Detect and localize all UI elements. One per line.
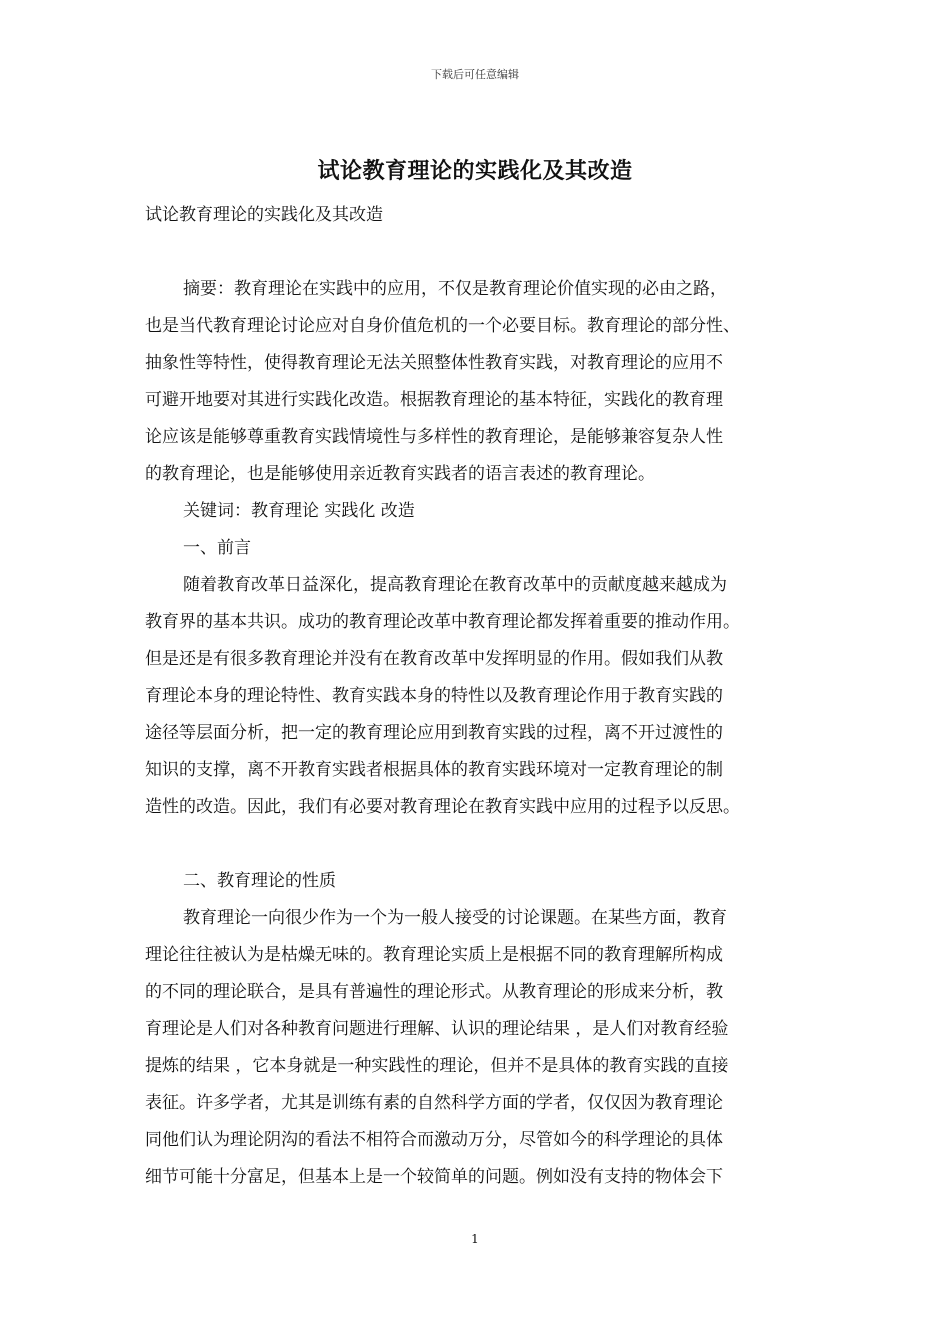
- section-heading: 二、教育理论的性质: [183, 871, 336, 891]
- paragraph-line: 随着教育改革日益深化，提高教育理论在教育改革中的贡献度越来越成为: [183, 575, 727, 595]
- page-header: 下载后可任意编辑: [431, 68, 519, 81]
- abstract-line: 论应该是能够尊重教育实践情境性与多样性的教育理论，是能够兼容复杂人性: [145, 427, 723, 447]
- paragraph-line: 教育理论一向很少作为一个为一般人接受的讨论课题。在某些方面，教育: [183, 908, 727, 928]
- abstract-line: 也是当代教育理论讨论应对自身价值危机的一个必要目标。教育理论的部分性、: [145, 316, 740, 336]
- paragraph-line: 育理论本身的理论特性、教育实践本身的特性以及教育理论作用于教育实践的: [145, 686, 723, 706]
- section-heading: 一、前言: [183, 538, 251, 558]
- paragraph-line: 教育界的基本共识。成功的教育理论改革中教育理论都发挥着重要的推动作用。: [145, 612, 740, 632]
- abstract-line: 摘要：教育理论在实践中的应用，不仅是教育理论价值实现的必由之路，: [183, 279, 727, 299]
- abstract-line: 抽象性等特性，使得教育理论无法关照整体性教育实践，对教育理论的应用不: [145, 353, 723, 373]
- paragraph-line: 同他们认为理论阴沟的看法不相符合而激动万分，尽管如今的科学理论的具体: [145, 1130, 723, 1150]
- paragraph-line: 途径等层面分析，把一定的教育理论应用到教育实践的过程，离不开过渡性的: [145, 723, 723, 743]
- page-number: 1: [471, 1232, 479, 1246]
- document-body: [145, 197, 825, 1196]
- paragraph-line: 但是还是有很多教育理论并没有在教育改革中发挥明显的作用。假如我们从教: [145, 649, 723, 669]
- paragraph-line: 表征。许多学者，尤其是训练有素的自然科学方面的学者，仅仅因为教育理论: [145, 1093, 723, 1113]
- abstract-line: 的教育理论，也是能够使用亲近教育实践者的语言表述的教育理论。: [145, 464, 655, 484]
- paragraph-line: 知识的支撑，离不开教育实践者根据具体的教育实践环境对一定教育理论的制: [145, 760, 723, 780]
- paragraph-line: 提炼的结果 ，它本身就是一种实践性的理论，但并不是具体的教育实践的直接: [145, 1056, 729, 1076]
- keywords: 关键词：教育理论 实践化 改造: [183, 501, 415, 521]
- paragraph-line: 育理论是人们对各种教育问题进行理解、认识的理论结果 ，是人们对教育经验: [145, 1019, 729, 1039]
- document-title: 试论教育理论的实践化及其改造: [317, 158, 633, 184]
- abstract-line: 可避开地要对其进行实践化改造。根据教育理论的基本特征，实践化的教育理: [145, 390, 723, 410]
- subtitle: 试论教育理论的实践化及其改造: [145, 205, 383, 225]
- paragraph-line: 造性的改造。因此，我们有必要对教育理论在教育实践中应用的过程予以反思。: [145, 797, 740, 817]
- paragraph-line: 的不同的理论联合，是具有普遍性的理论形式。从教育理论的形成来分析，教: [145, 982, 723, 1002]
- paragraph-line: 细节可能十分富足，但基本上是一个较简单的问题。例如没有支持的物体会下: [145, 1167, 723, 1187]
- paragraph-line: 理论往往被认为是枯燥无味的。教育理论实质上是根据不同的教育理解所构成: [145, 945, 723, 965]
